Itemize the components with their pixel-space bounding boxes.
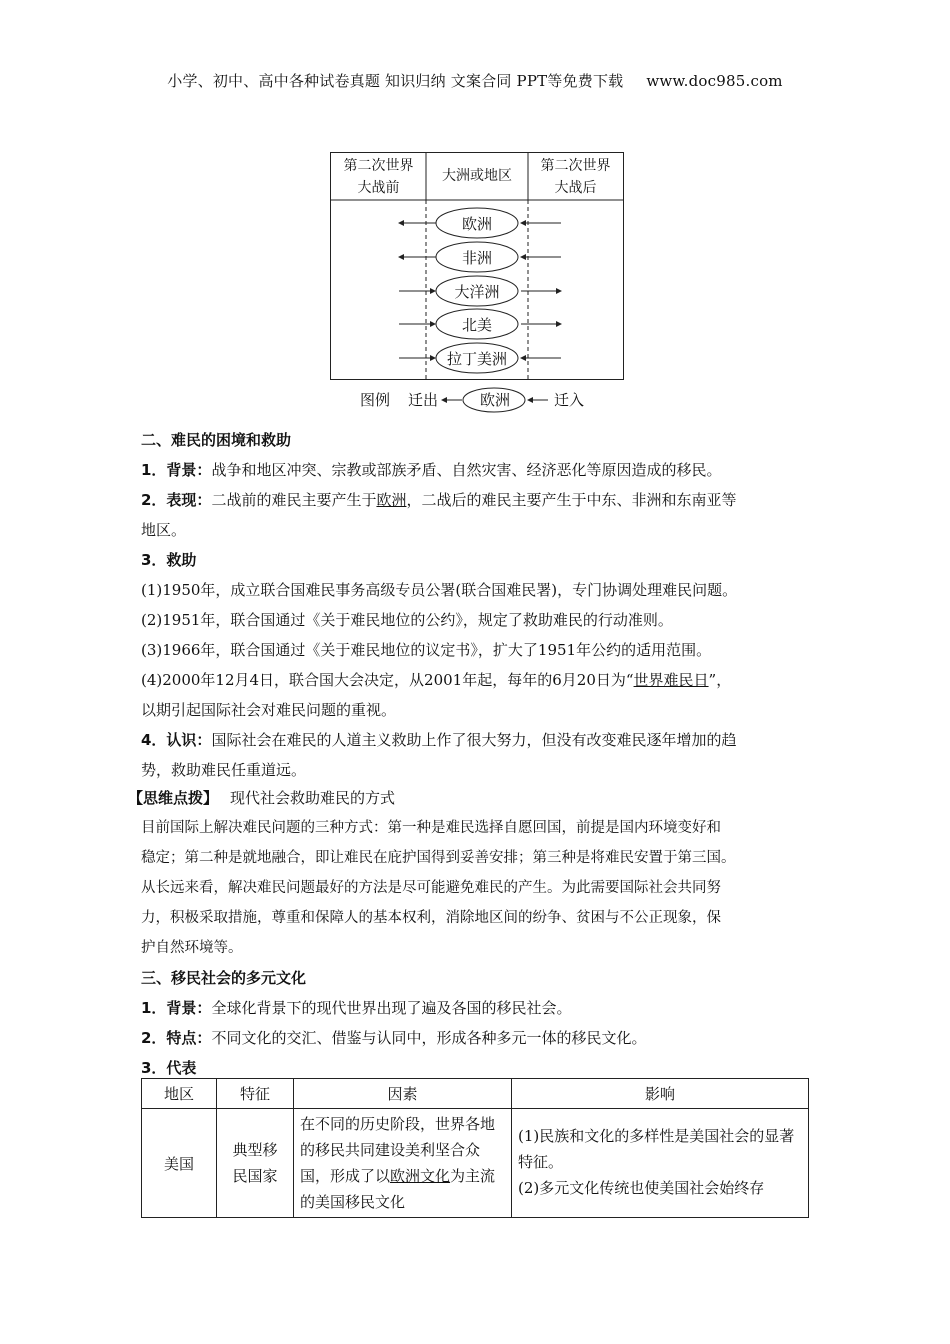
representative-table: [141, 1078, 809, 1218]
region-label: 大洋洲: [454, 283, 500, 301]
table-header-row: [142, 1079, 809, 1109]
s2-background: 1．背景：战争和地区冲突、宗教或部族矛盾、自然灾害、经济恶化等原因造成的移民。: [141, 461, 722, 479]
section3-title: 三、移民社会的多元文化: [141, 969, 307, 987]
s3-background: 1．背景：全球化背景下的现代世界出现了遍及各国的移民社会。: [141, 999, 572, 1017]
table-row: [142, 1109, 809, 1218]
tip-line: 从长远来看，解决难民问题最好的方法是尽可能避免难民的产生。为此需要国际社会共同努: [141, 880, 721, 896]
s2-aid-item-3: (3)1966年，联合国通过《关于难民地位的议定书》，扩大了1951年公约的适用范围。: [141, 641, 712, 659]
tip-line: 稳定；第二种是就地融合，即让难民在庇护国得到妥善安排；第三种是将难民安置于第三国。: [141, 850, 736, 866]
tip-line: 目前国际上解决难民问题的三种方式：第一种是难民选择自愿回国，前提是国内环境变好和: [141, 820, 721, 836]
s3-representatives: 3．代表: [141, 1059, 197, 1077]
s2-aid-heading: 3．救助: [141, 551, 197, 569]
table-header: 地区: [142, 1079, 217, 1109]
legend-sample: 欧洲: [479, 391, 510, 409]
table-header: 影响: [512, 1079, 809, 1109]
tip-line: 护自然环境等。: [141, 940, 243, 956]
s2-aid-item-2: (2)1951年，联合国通过《关于难民地位的公约》，规定了救助难民的行动准则。: [141, 611, 673, 629]
legend-label: 图例: [360, 391, 391, 409]
page-header: [0, 70, 950, 91]
section2-title: 二、难民的困境和救助: [141, 431, 292, 449]
table-header: 因素: [294, 1079, 512, 1109]
region-label: 北美: [461, 316, 492, 334]
s2-aid-item-4: (4)2000年12月4日，联合国大会决定，从2001年起，每年的6月20日为“世界难民日”，: [141, 671, 732, 689]
region-label: 拉丁美洲: [446, 350, 507, 368]
s3-features: 2．特点：不同文化的交汇、借鉴与认同中，形成各种多元一体的移民文化。: [141, 1029, 647, 1047]
table-header: 特征: [217, 1079, 294, 1109]
col-after-header: 第二次世界大战后: [540, 158, 611, 196]
legend-out: 迁出: [408, 391, 439, 409]
s2-manifestation: 2．表现：二战前的难民主要产生于欧洲，二战后的难民主要产生于中东、非洲和东南亚等: [141, 491, 737, 509]
tip-line: 力，积极采取措施，尊重和保障人的基本权利，消除地区间的纷争、贫困与不公正现象，保: [141, 910, 721, 926]
legend-in: 迁入: [554, 391, 585, 409]
col-region-header: 大洲或地区: [442, 168, 512, 184]
s2-aid-item-4-cont: 以期引起国际社会对难民问题的重视。: [141, 701, 397, 719]
header-url[interactable]: www.doc985.com: [646, 72, 783, 90]
cell-factor: 在不同的历史阶段，世界各地的移民共同建设美利坚合众国，形成了以欧洲文化为主流的美国移民文化: [294, 1109, 512, 1218]
s2-understanding-cont: 势，救助难民任重道远。: [141, 761, 307, 779]
s2-aid-item-1: (1)1950年，成立联合国难民事务高级专员公署(联合国难民署)，专门协调处理难民问题。: [141, 581, 738, 599]
s2-manifestation-cont: 地区。: [141, 521, 187, 539]
s2-understanding: 4．认识：国际社会在难民的人道主义救助上作了很大努力，但没有改变难民逐年增加的趋: [141, 731, 737, 749]
region-label: 欧洲: [461, 215, 492, 233]
cell-feature: 典型移 民国家: [217, 1109, 294, 1218]
cell-region: 美国: [142, 1109, 217, 1218]
header-text: 小学、初中、高中各种试卷真题 知识归纳 文案合同 PPT等免费下载: [167, 72, 624, 90]
region-label: 非洲: [461, 249, 492, 267]
cell-impact: (1)民族和文化的多样性是美国社会的显著特征。 (2)多元文化传统也使美国社会始终存: [512, 1109, 809, 1218]
tip-heading: 【思维点拨】 现代社会救助难民的方式: [128, 789, 396, 807]
diagram-legend: [360, 386, 620, 414]
col-before-header: 第二次世界大战前: [343, 158, 414, 196]
migration-diagram: [330, 152, 624, 380]
